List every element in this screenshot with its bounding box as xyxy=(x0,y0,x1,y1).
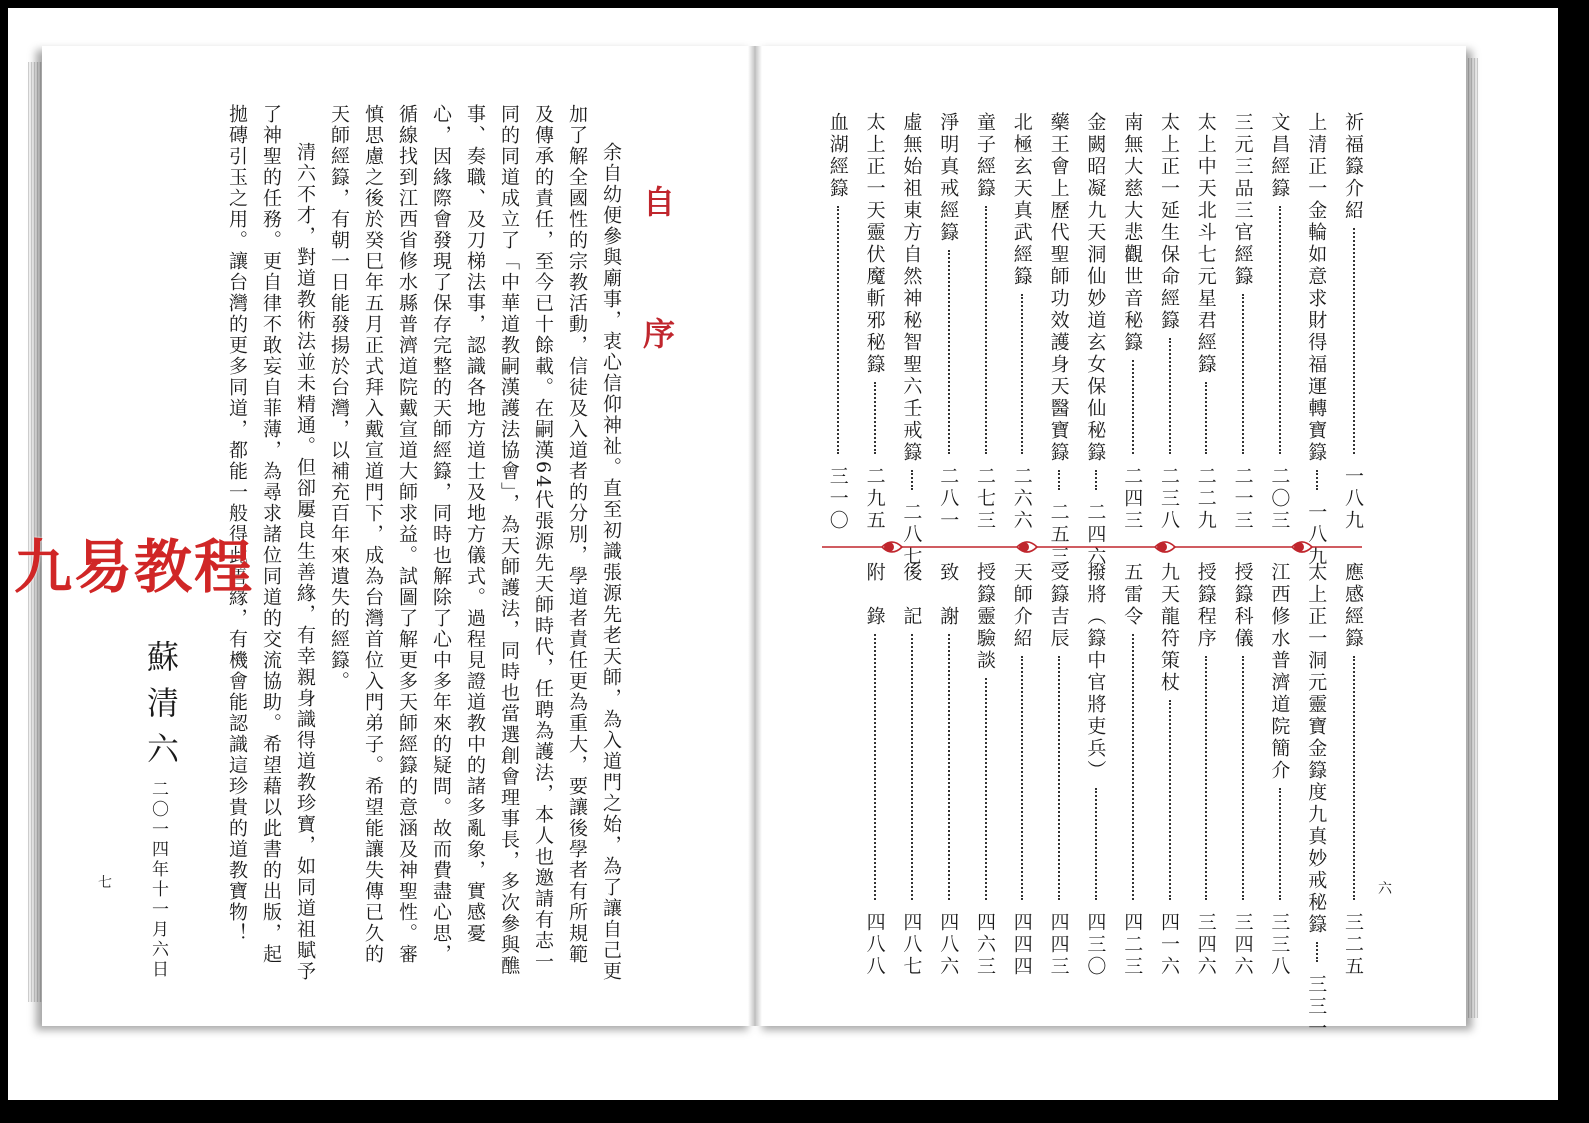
toc-leader-dots xyxy=(1095,788,1097,900)
toc-entry-title: 藥王會上歷代聖師功效護身天醫寶籙 xyxy=(1047,112,1070,464)
toc-entry xyxy=(1046,112,1073,568)
toc-entry-page: 二八七 xyxy=(900,502,923,568)
toc-entry xyxy=(972,112,999,532)
toc-entry xyxy=(1009,112,1036,532)
toc-entry-page: 四三〇 xyxy=(1084,912,1107,978)
toc-leader-dots xyxy=(911,470,913,490)
toc-entry-page: 三一〇 xyxy=(826,466,849,532)
toc-entry xyxy=(862,112,889,532)
toc-entry-title: 文昌經籙 xyxy=(1268,112,1291,200)
toc-entry-page: 二七三 xyxy=(974,466,996,532)
toc-entry-title: 童子經籙 xyxy=(974,112,996,200)
toc-entry-title: 致 謝 xyxy=(937,562,960,628)
toc-leader-dots xyxy=(1279,788,1281,900)
page-stack-right xyxy=(1468,58,1478,1018)
toc-entry xyxy=(1266,562,1293,978)
toc-entry xyxy=(1340,562,1367,978)
toc-entry-title: 五雷令 xyxy=(1121,562,1144,628)
toc-entry-page: 四六三 xyxy=(974,912,996,978)
toc-entry-page: 四一六 xyxy=(1158,912,1180,978)
toc-entry xyxy=(862,562,889,978)
toc-leader-dots xyxy=(1169,338,1171,454)
preface-title: 自 序 xyxy=(638,185,676,383)
toc-entry-page: 四八六 xyxy=(937,912,960,978)
toc-entry xyxy=(1119,562,1146,978)
toc-leader-dots xyxy=(948,250,950,454)
toc-leader-dots xyxy=(1205,656,1207,900)
toc-entry xyxy=(1230,562,1257,978)
toc-entry-title: 太上中天北斗七元星君經籙 xyxy=(1194,112,1217,376)
toc-leader-dots xyxy=(837,206,839,454)
toc-entry xyxy=(1303,562,1330,1040)
toc-entry xyxy=(898,562,925,978)
toc-entry-page: 四八八 xyxy=(863,912,886,978)
toc-leader-dots xyxy=(1021,656,1023,900)
toc-entry xyxy=(1082,562,1109,978)
toc-entry-title: 撥將（籙中官將吏兵） xyxy=(1084,562,1107,782)
toc-entry-title: 授籙靈驗談 xyxy=(974,562,996,672)
toc-entry-page: 三三一 xyxy=(1305,974,1328,1040)
toc-entry-title: 淨明真戒經籙 xyxy=(937,112,960,244)
toc-entry xyxy=(1082,112,1109,568)
toc-leader-dots xyxy=(1353,228,1355,454)
toc-entry xyxy=(1156,112,1183,532)
toc-leader-dots xyxy=(1132,634,1134,900)
toc-entry xyxy=(1303,112,1330,568)
toc-entry xyxy=(1266,112,1293,532)
toc-entry-title: 江西修水普濟道院簡介 xyxy=(1268,562,1291,782)
toc-leader-dots xyxy=(911,634,913,900)
toc-entry-title: 上清正一金輪如意求財得福運轉寶籙 xyxy=(1305,112,1328,464)
toc-leader-dots xyxy=(1132,360,1134,454)
toc-entry-title: 授籙科儀 xyxy=(1231,562,1254,650)
toc-entry xyxy=(825,112,852,532)
toc-entry xyxy=(1193,562,1220,978)
toc-entry-page: 一八九 xyxy=(1342,466,1364,532)
toc-entry-page: 二五三 xyxy=(1047,502,1070,568)
toc-entry-page: 三二五 xyxy=(1342,912,1364,978)
toc-entry-page: 二九五 xyxy=(863,466,886,532)
toc-entry xyxy=(898,112,925,568)
toc-entry-page: 二二九 xyxy=(1194,466,1217,532)
toc-entry-page: 四八七 xyxy=(900,912,923,978)
toc-entry-title: 受籙吉辰 xyxy=(1047,562,1070,650)
watermark-logo: 九易教程 xyxy=(14,533,255,601)
toc-leader-dots xyxy=(1353,656,1355,900)
toc-leader-dots xyxy=(948,634,950,900)
toc-entry-page: 四四四 xyxy=(1010,912,1033,978)
toc-leader-dots xyxy=(1058,656,1060,900)
toc-entry-title: 後 記 xyxy=(900,562,923,628)
toc-entry-title: 北極玄天真武經籙 xyxy=(1010,112,1033,288)
toc-entry xyxy=(1340,112,1367,532)
toc-entry-page: 二三八 xyxy=(1158,466,1180,532)
toc-entry-title: 授籙程序 xyxy=(1194,562,1217,650)
author-signature: 蘇清六 xyxy=(142,640,180,778)
toc-leader-dots xyxy=(1058,470,1060,490)
toc-entry-title: 九天龍符策杖 xyxy=(1158,562,1180,694)
toc-entry-title: 虛無始祖東方自然神秘智聖六壬戒籙 xyxy=(900,112,923,464)
toc-entry-page: 二一三 xyxy=(1231,466,1254,532)
toc-entry-page: 二六六 xyxy=(1010,466,1033,532)
toc-entry-page: 三四六 xyxy=(1194,912,1217,978)
toc-entry-title: 應感經籙 xyxy=(1342,562,1364,650)
page-number-right: 六 xyxy=(1378,881,1392,897)
toc-entry-page: 二四三 xyxy=(1121,466,1144,532)
toc-leader-dots xyxy=(1021,294,1023,454)
toc-entry-title: 三元三品三官經籙 xyxy=(1231,112,1254,288)
toc-leader-dots xyxy=(1242,656,1244,900)
toc-entry-page: 二〇三 xyxy=(1268,466,1291,532)
toc-entry-page: 三四六 xyxy=(1231,912,1254,978)
toc-entry-title: 血湖經籙 xyxy=(826,112,849,200)
toc-leader-dots xyxy=(1279,206,1281,454)
toc-entry xyxy=(1230,112,1257,532)
toc-leader-dots xyxy=(985,206,987,454)
toc-leader-dots xyxy=(1316,470,1318,490)
toc-entry xyxy=(972,562,999,978)
preface-paragraph-2: 清六不才，對道教術法並未精通。但卻屢良生善緣，有幸親身識得道教珍寶，如同道祖賦予了神聖的任務。更自律不敢妄自菲薄，為尋求諸位同道的交流協助。希望藉以此書的出版，起拋磚引玉之用。讓台灣的更多同道，都能一般得此善緣，有機會能認識這珍貴的道教寶物！ xyxy=(226,104,316,982)
preface-paragraph-1: 余自幼便參與廟事，衷心信仰神祉。直至初識張源先老天師，為入道門之始，為了讓自己更加了解全國性的宗教活動，信徒及入道者的分別，學道者責任更為重大，要讓後學者有所規範及傳承的責任，至今已十餘載。在嗣漢64代張源先天師時代，任聘為護法，本人也邀請有志一同的同道成立了「中華道教嗣漢護法協會」，為天師護法，同時也當選創會理事長，多次參與醮事、奏職、及刀梯法事，認識各地方道士及地方儀式。過程見證道教中的諸多亂象，實感憂心，因緣際會發現了保存完整的天師經籙，同時也解除了心中多年來的疑問。故而費盡心思，循線找到江西省修水縣普濟道院戴宣道大師求益。試圖了解更多天師經籙的意涵及神聖性。審慎思慮之後於癸巳年五月正式拜入戴宣道門下，成為台灣首位入門弟子。希望能讓失傳已久的天師經籙，有朝一日能發揚於台灣，以補充百年來遺失的經籙。 xyxy=(328,104,622,982)
toc-entry xyxy=(1193,112,1220,532)
toc-leader-dots xyxy=(874,382,876,454)
book-gutter xyxy=(748,46,762,1026)
toc-entry xyxy=(1156,562,1183,978)
toc-entry xyxy=(935,562,962,978)
toc-entry-page: 一八九 xyxy=(1305,502,1328,568)
toc-entry-title: 附 錄 xyxy=(863,562,886,628)
toc-entry-title: 太上正一洞元靈寶金籙度九真妙戒秘籙 xyxy=(1305,562,1328,936)
toc-entry-page: 四四三 xyxy=(1047,912,1070,978)
toc-leader-dots xyxy=(1205,382,1207,454)
toc-entry xyxy=(1046,562,1073,978)
toc-entry-title: 天師介紹 xyxy=(1010,562,1033,650)
toc-entry-page: 二四六 xyxy=(1084,502,1107,568)
ornamental-divider xyxy=(822,532,1362,562)
toc-entry-page: 二八一 xyxy=(937,466,960,532)
toc-leader-dots xyxy=(1316,942,1318,962)
toc-entry xyxy=(935,112,962,532)
toc-entry-page: 四二三 xyxy=(1121,912,1144,978)
toc-entry xyxy=(1009,562,1036,978)
toc-entry xyxy=(1119,112,1146,532)
toc-leader-dots xyxy=(874,634,876,900)
preface-date: 二〇一四年十一月六日 xyxy=(148,780,168,980)
toc-leader-dots xyxy=(1169,700,1171,900)
toc-entry-title: 南無大慈大悲觀世音秘籙 xyxy=(1121,112,1144,354)
toc-entry-title: 祈福籙介紹 xyxy=(1342,112,1364,222)
toc-entry-title: 太上正一天靈伏魔斬邪秘籙 xyxy=(863,112,886,376)
toc-leader-dots xyxy=(1095,470,1097,490)
page-number-left: 七 xyxy=(98,875,112,891)
toc-entry-title: 太上正一延生保命經籙 xyxy=(1158,112,1180,332)
toc-leader-dots xyxy=(985,678,987,900)
toc-entry-title: 金闕昭凝九天洞仙妙道玄女保仙秘籙 xyxy=(1084,112,1107,464)
toc-leader-dots xyxy=(1242,294,1244,454)
toc-entry-page: 三三八 xyxy=(1268,912,1291,978)
